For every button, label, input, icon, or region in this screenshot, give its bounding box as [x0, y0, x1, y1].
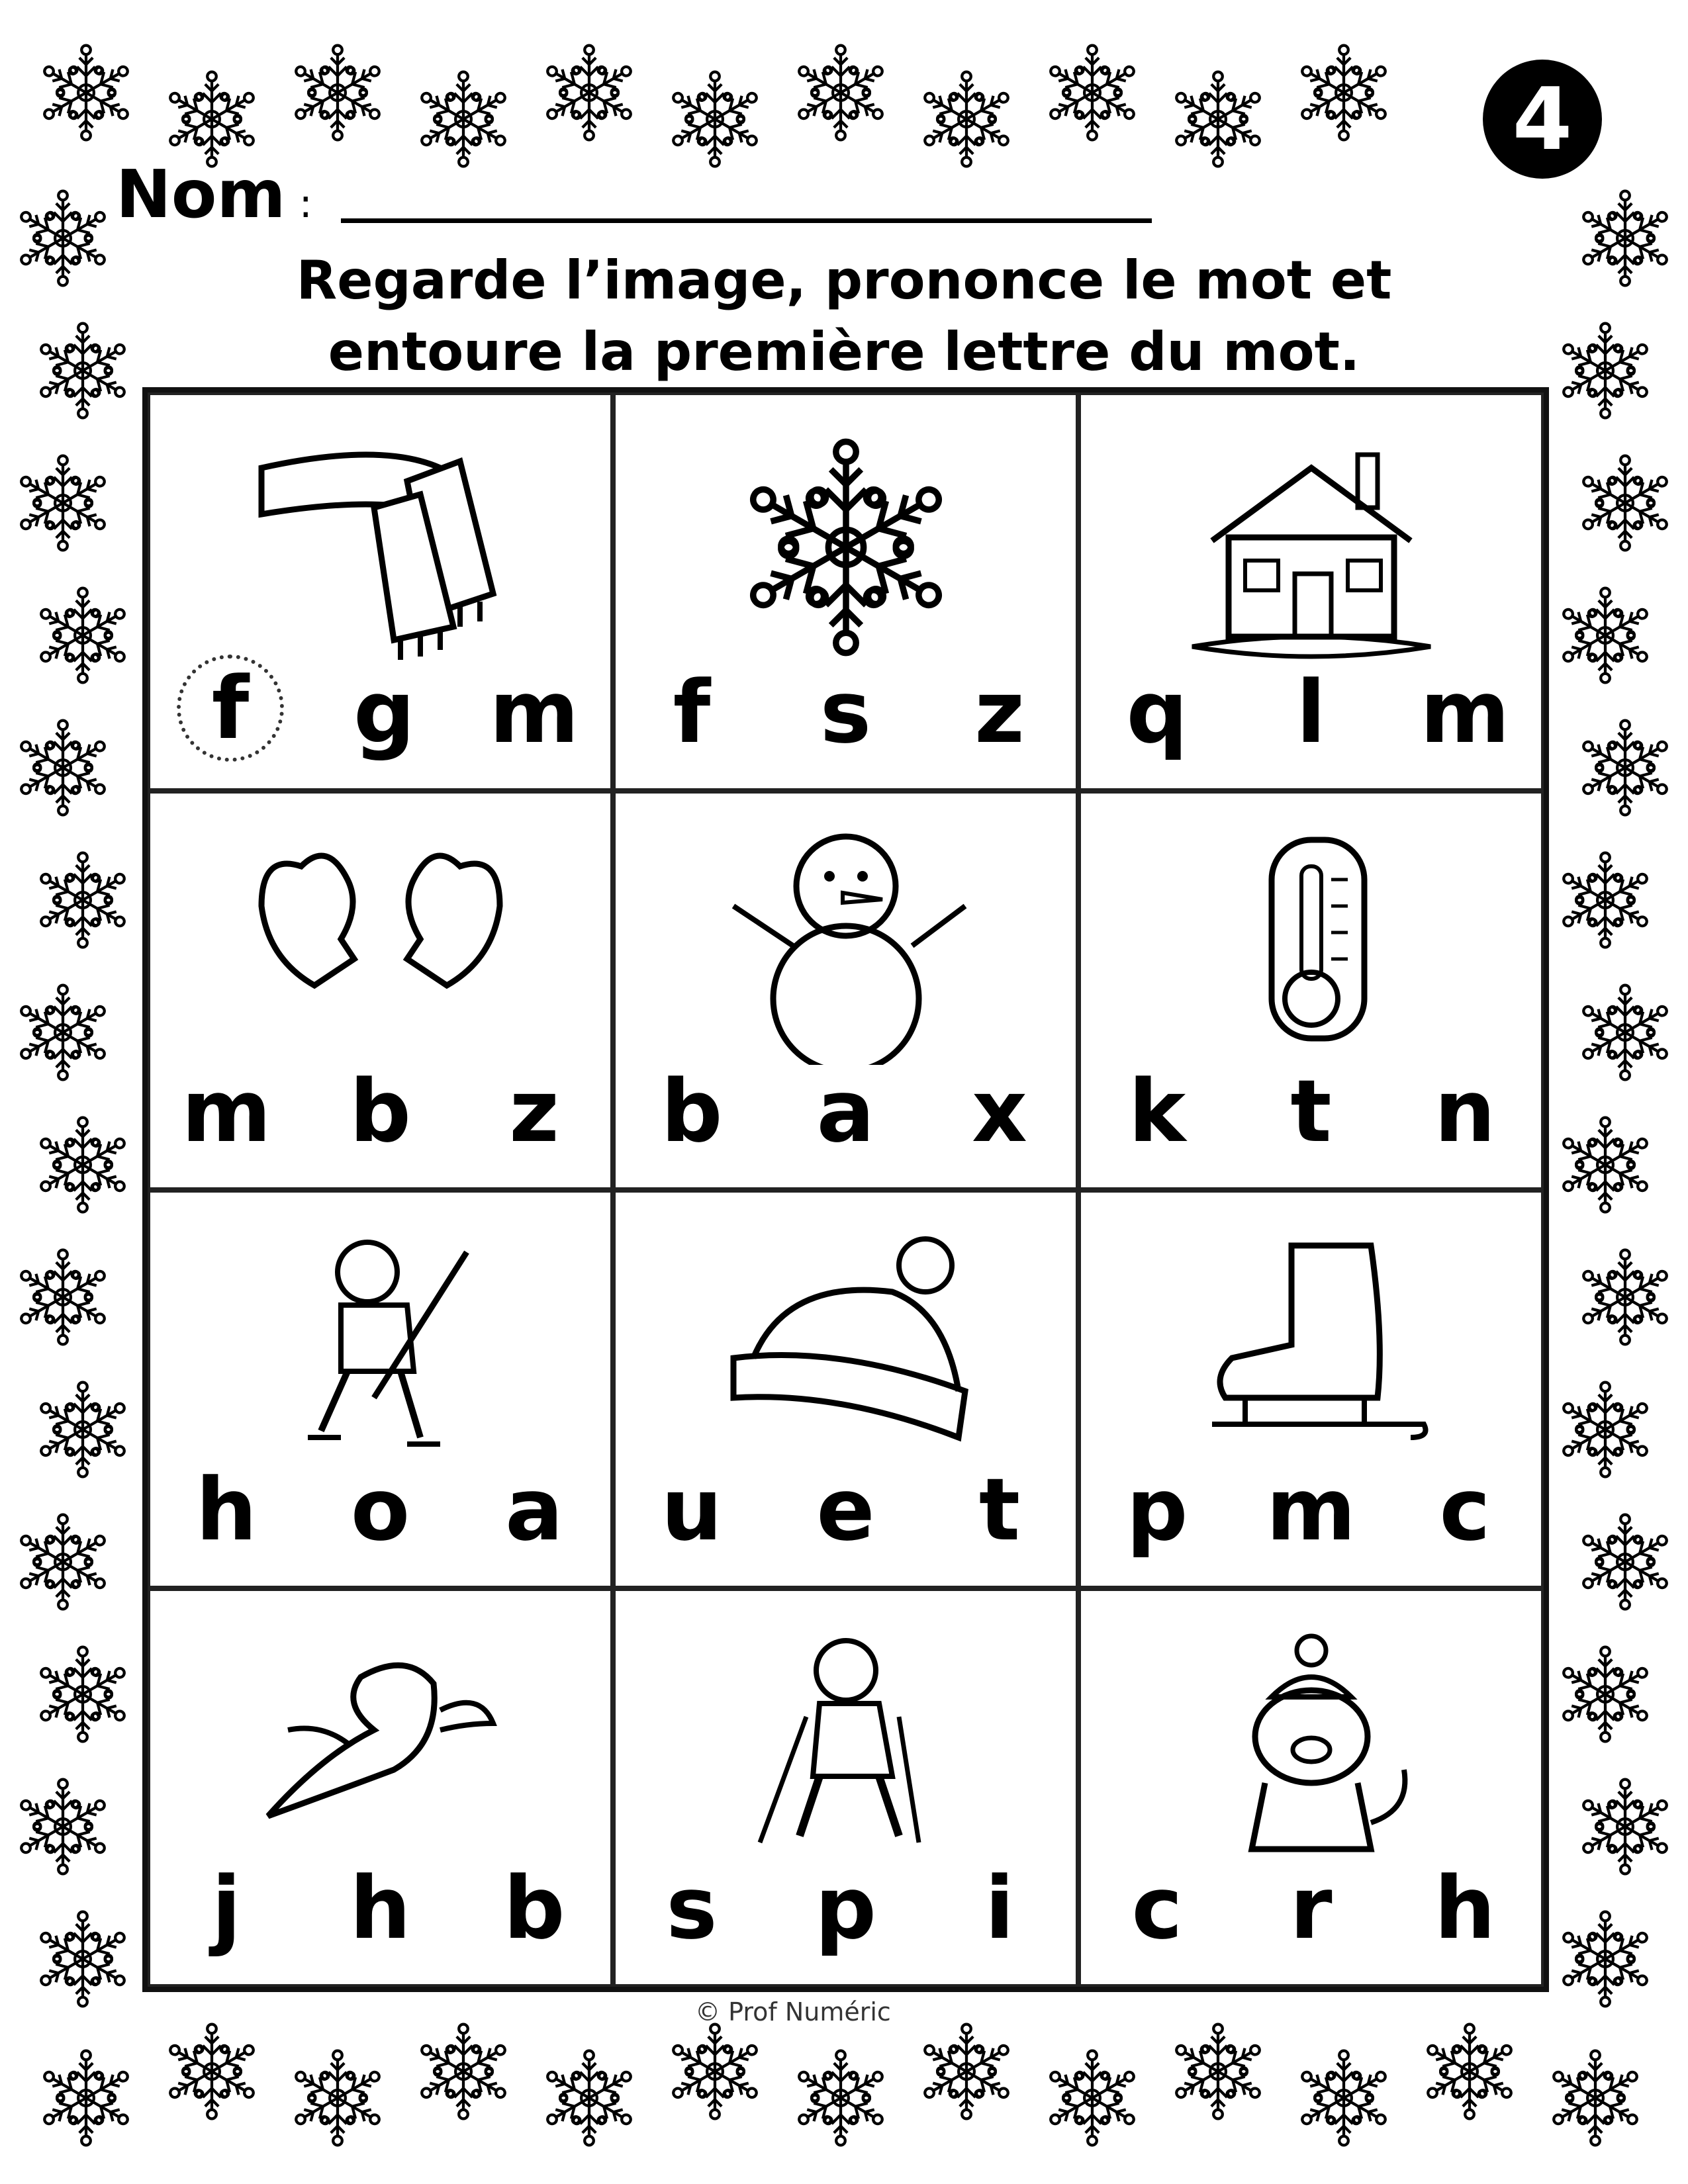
letter-choice[interactable]: b: [349, 1060, 412, 1161]
letter-choices: [642, 1858, 1049, 1958]
snowflake-icon: [414, 2025, 512, 2119]
snowflake-icon: [34, 588, 131, 683]
exercise-cell: [148, 791, 613, 1189]
letter-choice[interactable]: p: [1126, 1459, 1188, 1560]
credit-text: © Prof Numéric: [695, 1997, 891, 2026]
snowflake-icon: [707, 428, 985, 666]
skier-icon: [707, 1624, 985, 1862]
page-number: 4: [1512, 69, 1573, 169]
snowflake-icon: [14, 1780, 111, 1874]
snowflake-icon: [34, 1118, 131, 1212]
snowflake-icon: [1421, 2025, 1518, 2119]
letter-choice[interactable]: s: [820, 662, 872, 763]
snowflake-icon: [1576, 456, 1673, 551]
letter-choice[interactable]: x: [972, 1060, 1027, 1161]
name-colon: :: [299, 181, 312, 227]
snowflake-icon: [1576, 1780, 1673, 1874]
exercise-grid: [142, 387, 1549, 1992]
snowflake-icon: [163, 72, 260, 167]
letter-choice[interactable]: k: [1128, 1060, 1186, 1161]
snowflake-icon: [1546, 2051, 1644, 2146]
letter-choices: [1107, 1062, 1515, 1161]
snowflake-icon: [34, 1647, 131, 1742]
snowflake-icon: [1169, 72, 1266, 167]
snowflake-icon: [666, 2025, 763, 2119]
snowflake-icon: [1043, 2051, 1141, 2146]
letter-choices: [1107, 1460, 1515, 1559]
exercise-cell: [613, 392, 1078, 791]
snowflake-icon: [14, 1250, 111, 1345]
letter-choice[interactable]: q: [1126, 662, 1188, 763]
exercise-cell: [613, 791, 1078, 1189]
letter-choice[interactable]: a: [505, 1459, 563, 1560]
letter-choice[interactable]: h: [1434, 1858, 1496, 1958]
ice-skate-icon: [1172, 1226, 1450, 1464]
snowflake-icon: [14, 985, 111, 1080]
exercise-cell: [1078, 791, 1544, 1189]
name-write-line[interactable]: [341, 218, 1152, 223]
snowflake-icon: [666, 72, 763, 167]
letter-choice[interactable]: z: [974, 662, 1025, 763]
snowflake-icon: [1295, 46, 1392, 140]
snowflake-icon: [917, 2025, 1015, 2119]
letter-choice[interactable]: n: [1434, 1060, 1496, 1161]
snowflake-icon: [1295, 2051, 1392, 2146]
exercise-cell: [613, 1588, 1078, 1987]
letter-choice[interactable]: s: [666, 1858, 718, 1958]
exercise-cell: [1078, 1588, 1544, 1987]
letter-choices: [642, 662, 1049, 762]
snowflake-icon: [1556, 1647, 1654, 1742]
snowflake-icon: [1576, 1515, 1673, 1610]
beluga-icon: [242, 1624, 520, 1862]
snowman-icon: [707, 827, 985, 1065]
letter-choice[interactable]: l: [1296, 662, 1326, 763]
letter-choice[interactable]: a: [816, 1060, 875, 1161]
snowflake-icon: [1576, 721, 1673, 815]
snowflake-icon: [1556, 588, 1654, 683]
letter-choices: [1107, 662, 1515, 762]
name-label: Nom: [116, 156, 286, 233]
letter-choices: [642, 1460, 1049, 1559]
letter-choice[interactable]: c: [1439, 1459, 1491, 1560]
letter-choice[interactable]: f: [177, 655, 284, 762]
snowflake-icon: [1043, 46, 1141, 140]
snowflake-icon: [1556, 853, 1654, 948]
mittens-icon: [242, 827, 520, 1065]
letter-choice[interactable]: t: [978, 1459, 1021, 1560]
snowflake-icon: [289, 46, 386, 140]
letter-choice[interactable]: t: [1290, 1060, 1332, 1161]
letter-choices: [1107, 1858, 1515, 1958]
letter-choice[interactable]: r: [1289, 1858, 1333, 1958]
snowflake-icon: [917, 72, 1015, 167]
scarf-icon: [242, 428, 520, 666]
snowflake-icon: [163, 2025, 260, 2119]
letter-choice[interactable]: o: [350, 1459, 410, 1560]
exercise-cell: [1078, 1190, 1544, 1588]
dog-with-hat-icon: [1172, 1624, 1450, 1862]
letter-choices: [177, 1858, 584, 1958]
letter-choice[interactable]: m: [489, 662, 579, 763]
snowflake-icon: [540, 46, 637, 140]
snowflake-icon: [1556, 1118, 1654, 1212]
letter-choice[interactable]: m: [1420, 662, 1510, 763]
snowflake-icon: [14, 721, 111, 815]
letter-choices: [177, 1460, 584, 1559]
letter-choice[interactable]: e: [816, 1459, 875, 1560]
name-field-row: [116, 156, 312, 242]
letter-choice[interactable]: j: [211, 1858, 242, 1958]
letter-choice[interactable]: g: [353, 662, 416, 763]
snowflake-icon: [1169, 2025, 1266, 2119]
snowflake-icon: [34, 1383, 131, 1477]
thermometer-icon: [1172, 827, 1450, 1065]
snowflake-icon: [1576, 985, 1673, 1080]
house-icon: [1172, 428, 1450, 666]
snowflake-icon: [34, 1912, 131, 2007]
snowflake-icon: [1556, 1912, 1654, 2007]
letter-choice[interactable]: b: [661, 1060, 723, 1161]
letter-choices: [642, 1062, 1049, 1161]
letter-choice[interactable]: h: [195, 1459, 258, 1560]
tuque-hat-icon: [707, 1226, 985, 1464]
snowflake-icon: [34, 853, 131, 948]
instructions: [0, 245, 1688, 388]
letter-choices: [177, 658, 584, 763]
snowflake-icon: [289, 2051, 386, 2146]
instruction-line-2: entoure la première lettre du mot.: [328, 321, 1360, 383]
exercise-cell: [1078, 392, 1544, 791]
snowflake-icon: [14, 456, 111, 551]
instruction-line-1: Regarde l’image, prononce le mot et: [296, 250, 1392, 311]
letter-choice[interactable]: h: [350, 1858, 411, 1958]
page-number-badge: [1483, 60, 1602, 179]
snowflake-icon: [792, 2051, 889, 2146]
letter-choice[interactable]: p: [814, 1858, 877, 1958]
snowflake-icon: [540, 2051, 637, 2146]
letter-choice[interactable]: i: [984, 1858, 1015, 1958]
letter-choice[interactable]: m: [1266, 1459, 1356, 1560]
exercise-cell: [148, 392, 613, 791]
letter-choice[interactable]: u: [661, 1459, 723, 1560]
snowflake-icon: [37, 46, 134, 140]
letter-choices: [177, 1062, 584, 1161]
exercise-cell: [148, 1588, 613, 1987]
exercise-cell: [148, 1190, 613, 1588]
snowflake-icon: [792, 46, 889, 140]
exercise-cell: [613, 1190, 1078, 1588]
snowflake-icon: [1556, 1383, 1654, 1477]
letter-choice[interactable]: f: [673, 662, 711, 763]
letter-choice[interactable]: c: [1131, 1858, 1183, 1958]
letter-choice[interactable]: m: [181, 1060, 271, 1161]
snowflake-icon: [1576, 1250, 1673, 1345]
snowflake-icon: [14, 1515, 111, 1610]
letter-choice[interactable]: z: [509, 1060, 559, 1161]
snowflake-icon: [37, 2051, 134, 2146]
letter-choice[interactable]: b: [503, 1858, 565, 1958]
hockey-player-icon: [242, 1226, 520, 1464]
snowflake-icon: [414, 72, 512, 167]
